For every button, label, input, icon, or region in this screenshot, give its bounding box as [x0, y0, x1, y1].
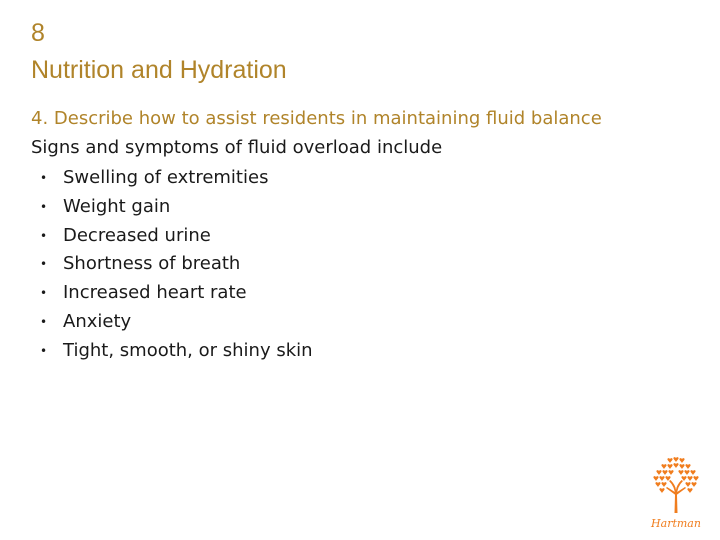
bullet-icon: •: [40, 228, 48, 243]
list-item-text: Decreased urine: [63, 224, 211, 246]
bullet-icon: •: [40, 286, 48, 301]
bullet-icon: •: [40, 314, 48, 329]
chapter-number: 8: [31, 19, 45, 47]
bullet-icon: •: [40, 199, 48, 214]
list-item-text: Tight, smooth, or shiny skin: [63, 339, 313, 361]
bullet-icon: •: [40, 343, 48, 358]
bullet-icon: •: [40, 257, 48, 272]
list-item-text: Anxiety: [63, 310, 132, 332]
list-item-text: Increased heart rate: [63, 282, 247, 304]
list-item-text: Swelling of extremities: [63, 167, 269, 188]
list-item-text: Shortness of breath: [63, 253, 241, 275]
list-item-text: Weight gain: [63, 195, 171, 217]
logo-wordmark: Hartman: [651, 517, 701, 530]
hartman-logo: [644, 455, 708, 533]
learning-objective: 4. Describe how to assist residents in maintaining fluid balance: [31, 108, 602, 129]
chapter-title: Nutrition and Hydration: [31, 56, 287, 84]
bullet-icon: •: [40, 171, 48, 185]
intro-text: Signs and symptoms of fluid overload include: [31, 137, 443, 158]
heart-tree-icon: [653, 457, 698, 513]
